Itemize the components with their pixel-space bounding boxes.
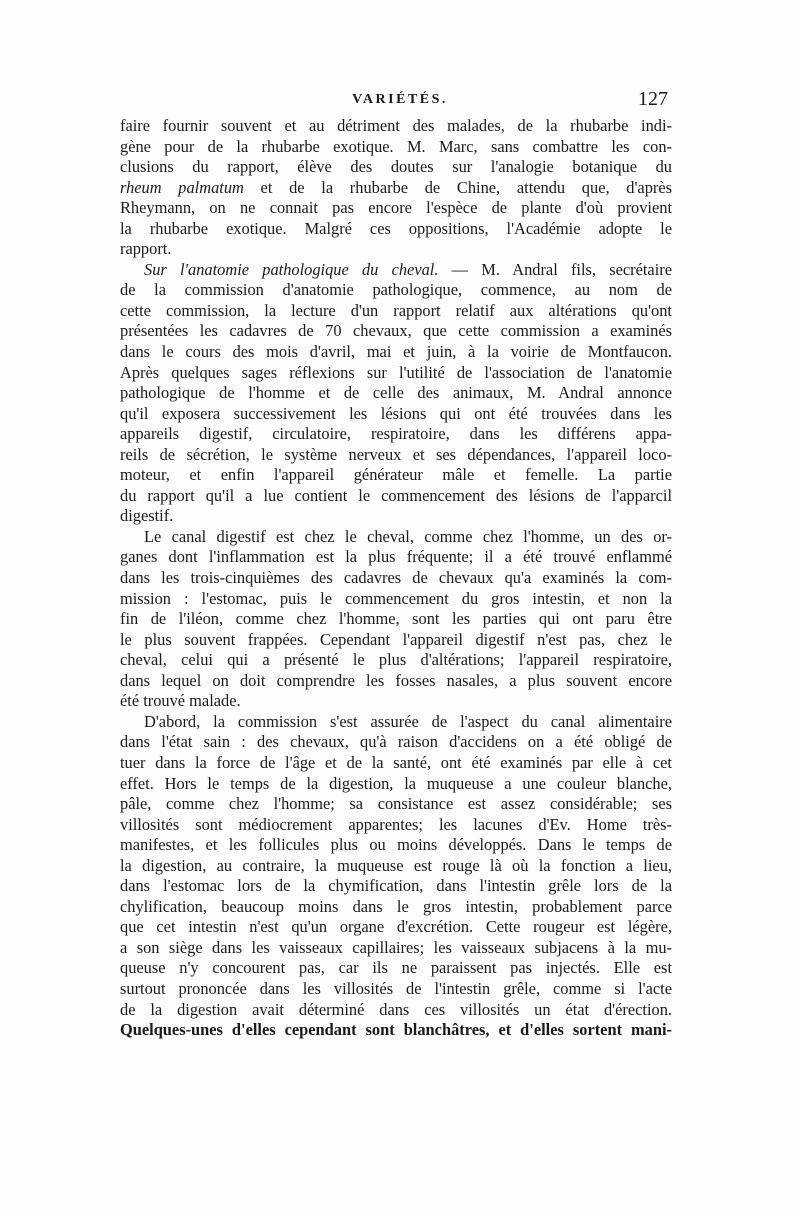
text-line: qu'il exposera successivement les lésions qui ont été trouvées dans les [120, 403, 672, 423]
text-line: cheval, celui qui a présenté le plus d'altérations; l'appareil respiratoire, [120, 650, 672, 670]
text-line: de la commission d'anatomie pathologique, commence, au nom de [120, 280, 672, 300]
text-line: dans l'état sain : des chevaux, qu'à raison d'accidens on a été obligé de [120, 732, 672, 752]
text-line: mission : l'estomac, puis le commencement du gros intestin, et non la [120, 588, 672, 608]
page-number: 127 [638, 88, 668, 110]
text-line: la rhubarbe exotique. Malgré ces oppositions, l'Académie adopte le [120, 218, 672, 238]
text-line: ganes dont l'inflammation est la plus fréquente; il a été trouvé enflammé [120, 547, 672, 567]
text-line: clusions du rapport, élève des doutes sur l'analogie botanique du [120, 157, 672, 177]
text-line: rapport. [120, 239, 172, 259]
section-title: Sur l'anatomie pathologique du cheval. [144, 259, 439, 279]
text-line: dans les trois-cinquièmes des cadavres de chevaux qu'a examinés la com- [120, 568, 672, 588]
text-line: surtout prononcée dans les villosités de l'intestin grêle, comme si l'acte [120, 978, 672, 998]
text-line: dans lequel on doit comprendre les fosses nasales, a plus souvent encore [120, 670, 672, 690]
running-title: VARIÉTÉS. [352, 92, 448, 107]
text-line: digestif. [120, 506, 174, 526]
text-line: manifestes, et les follicules plus ou moins développés. Dans le temps de [120, 835, 672, 855]
text-line: villosités sont médiocrement apparentes; les lacunes d'Ev. Home très- [120, 814, 672, 834]
text-line: pathologique de l'homme et de celle des animaux, M. Andral annonce [120, 383, 672, 403]
text-line: appareils digestif, circulatoire, respiratoire, dans les différens appa- [120, 424, 672, 444]
text-line-rest: et de la rhubarbe de Chine, attendu que, d'après [243, 177, 672, 197]
text-line: le plus souvent frappées. Cependant l'appareil digestif n'est pas, chez le [120, 629, 672, 649]
body-text [120, 116, 672, 1041]
text-line: cette commission, la lecture d'un rapport relatif aux altérations qu'ont [120, 300, 672, 320]
text-line: été trouvé malade. [120, 691, 241, 711]
text-line: queuse n'y concourent pas, car ils ne paraissent pas injectés. Elle est [120, 958, 672, 978]
text-line: tuer dans la force de l'âge et de la santé, ont été examinés par elle à cet [120, 752, 672, 772]
text-line: pâle, comme chez l'homme; sa consistance est assez considérable; ses [120, 794, 672, 814]
text-line: présentées les cadavres de 70 chevaux, que cette commission a examinés [120, 321, 672, 341]
text-line: effet. Hors le temps de la digestion, la muqueuse a une couleur blanche, [120, 773, 672, 793]
text-line: Rheymann, on ne connait pas encore l'espèce de plante d'où provient [120, 198, 672, 218]
text-line: la digestion, au contraire, la muqueuse est rouge là où la fonction a lieu, [120, 855, 672, 875]
text-line: moteur, et enfin l'appareil générateur mâle et femelle. La partie [120, 465, 672, 485]
text-line: fin de l'iléon, comme chez l'homme, sont les parties qui ont paru être [120, 609, 672, 629]
text-line: dans le cours des mois d'avril, mai et juin, à la voirie de Montfaucon. [120, 342, 672, 362]
text-line: reils de sécrétion, le système nerveux et ses dépendances, l'appareil loco- [120, 444, 672, 464]
text-line: gène pour de la rhubarbe exotique. M. Marc, sans combattre les con- [120, 136, 672, 156]
text-line: dans l'estomac lors de la chymification, dans l'intestin grêle lors de la [120, 876, 672, 896]
text-line: chylification, beaucoup moins dans le gros intestin, probablement parce [120, 896, 672, 916]
section-heading-line [120, 260, 672, 281]
text-line: du rapport qu'il a lue contient le commencement des lésions de l'apparcil [120, 485, 672, 505]
text-line: a son siège dans les vaisseaux capillaires; les vaisseaux subjacens à la mu- [120, 937, 672, 957]
paragraph-start: D'abord, la commission s'est assurée de l'aspect du canal alimentaire [144, 711, 672, 731]
italic-species-name: rheum palmatum [120, 177, 244, 197]
text-line-rheum [120, 178, 672, 199]
section-heading-rest: — M. Andral fils, secrétaire [438, 259, 672, 279]
text-line-final: Quelques-unes d'elles cependant sont blanchâtres, et d'elles sortent mani- [120, 1020, 672, 1040]
text-line: faire fournir souvent et au détriment des malades, de la rhubarbe indi- [120, 116, 672, 135]
paragraph-start: Le canal digestif est chez le cheval, comme chez l'homme, un des or- [144, 526, 672, 546]
text-line: de la digestion avait déterminé dans ces villosités un état d'érection. [120, 999, 672, 1019]
text-line: que cet intestin n'est qu'un organe d'excrétion. Cette rougeur est légère, [120, 917, 672, 937]
text-line: Après quelques sages réflexions sur l'utilité de l'association de l'anatomie [120, 362, 672, 382]
running-head [130, 86, 670, 114]
